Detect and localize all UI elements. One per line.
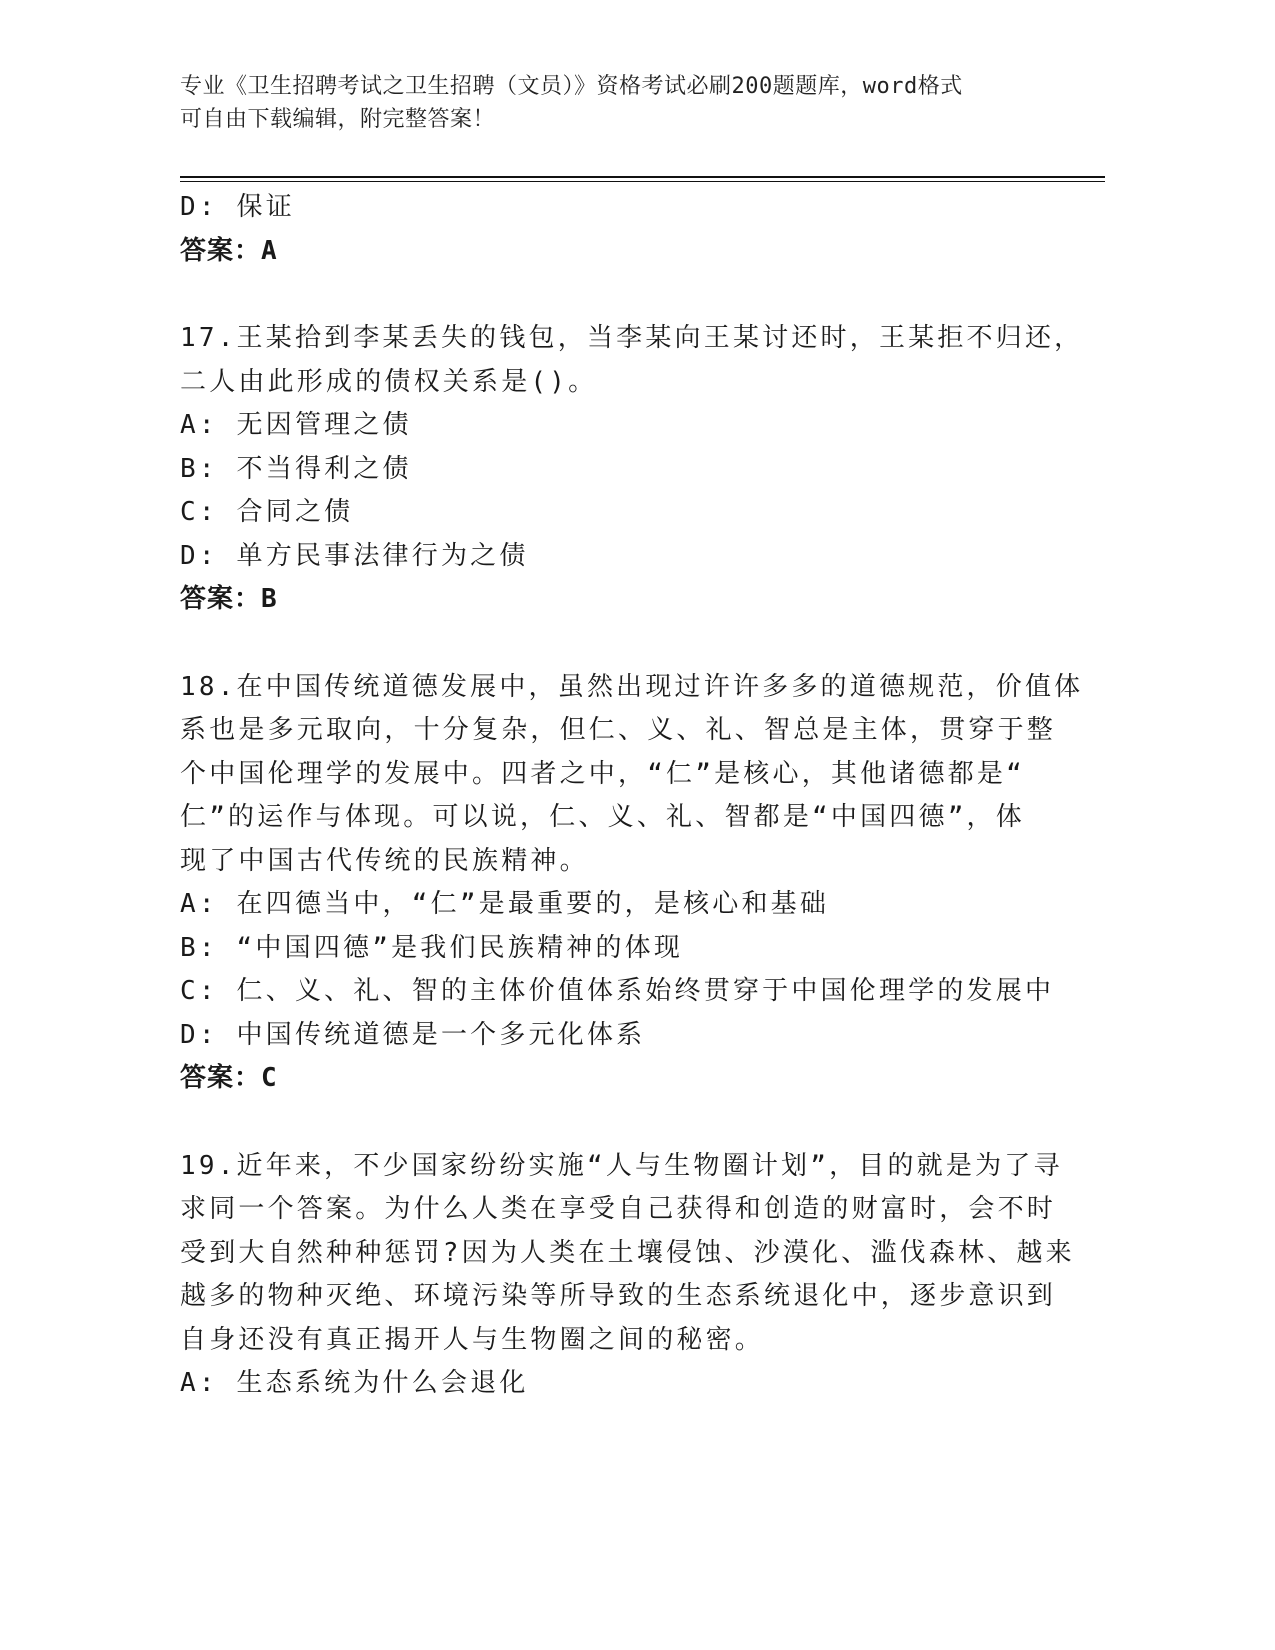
question-stem-line: 系也是多元取向，十分复杂，但仁、义、礼、智总是主体，贯穿于整 [180,715,1057,745]
option-d: D: 保证 [180,192,295,222]
question-stem-line: 19.近年来，不少国家纷纷实施“人与生物圈计划”，目的就是为了寻 [180,1150,1063,1181]
spacer [180,622,1050,666]
question-stem-line: 现了中国古代传统的民族精神。 [180,845,589,876]
option-d: D: 单方民事法律行为之债 [180,540,529,571]
option-a: A: 生态系统为什么会退化 [180,1368,529,1398]
question-stem-line: 越多的物种灭绝、环境污染等所导致的生态系统退化中，逐步意识到 [180,1281,1057,1311]
question-stem-line: 求同一个答案。为什么人类在享受自己获得和创造的财富时，会不时 [180,1194,1057,1224]
option-a: A: 在四德当中，“仁”是最重要的，是核心和基础 [180,889,830,919]
option-c: C: 合同之债 [180,497,354,527]
option-a: A: 无因管理之债 [180,410,412,440]
option-b: B: 不当得利之债 [180,453,412,484]
question-19 [180,1145,1075,1406]
question-stem-line: 受到大自然种种惩罚?因为人类在土壤侵蚀、沙漠化、滥伐森林、越来 [180,1237,1075,1268]
document-header [180,70,1040,136]
question-stem-line: 自身还没有真正揭开人与生物圈之间的秘密。 [180,1324,765,1355]
header-line-1: 专业《卫生招聘考试之卫生招聘（文员）》资格考试必刷200题题库，word格式 [180,74,963,99]
question-stem-line: 个中国伦理学的发展中。四者之中，“仁”是核心，其他诸德都是“ [180,758,1025,789]
answer: 答案：A [180,235,278,266]
question-stem-line: 仁”的运作与体现。可以说，仁、义、礼、智都是“中国四德”，体 [180,802,1025,832]
answer: 答案：B [180,584,278,614]
header-line-2: 可自由下载编辑，附完整答案！ [180,107,496,132]
option-c: C: 仁、义、礼、智的主体价值体系始终贯穿于中国伦理学的发展中 [180,976,1055,1006]
header-divider-thick [180,176,1105,178]
question-17 [180,317,1084,622]
question-stem-line: 17.王某拾到李某丢失的钱包，当李某向王某讨还时，王某拒不归还， [180,323,1084,353]
spacer [180,273,1050,317]
question-stem-line: 18.在中国传统道德发展中，虽然出现过许许多多的道德规范，价值体 [180,671,1084,702]
question-18 [180,666,1084,1101]
question-stem-line: 二人由此形成的债权关系是()。 [180,366,598,397]
header-divider-thin [180,181,1105,182]
spacer [180,1101,1050,1145]
answer: 答案：C [180,1063,278,1093]
document-body [180,186,1084,1406]
option-b: B: “中国四德”是我们民族精神的体现 [180,932,684,963]
option-d: D: 中国传统道德是一个多元化体系 [180,1019,646,1050]
